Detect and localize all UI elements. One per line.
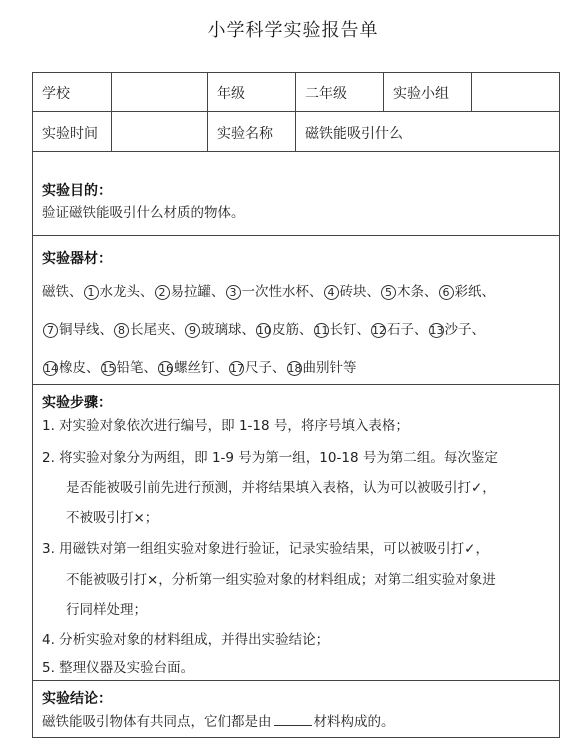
material-item: 7 铜导线、 xyxy=(42,322,113,338)
step-line: 3. 用磁铁对第一组组实验对象进行验证，记录实验结果，可以被吸引打✓， xyxy=(42,541,489,557)
material-item: 17尺子、 xyxy=(230,360,286,376)
divider xyxy=(471,72,472,111)
material-item: 9 玻璃球、 xyxy=(184,322,255,338)
name-label: 实验名称 xyxy=(217,126,273,142)
divider xyxy=(32,384,560,385)
divider xyxy=(383,72,384,111)
material-item: 5 木条、 xyxy=(380,284,438,300)
step-line: 2. 将实验对象分为两组，即 1-9 号为第一组，10-18 号为第二组。每次鉴定 xyxy=(42,450,498,466)
material-item: 6 彩纸、 xyxy=(438,284,496,300)
time-label: 实验时间 xyxy=(42,126,98,142)
material-item: 8 长尾夹、 xyxy=(113,322,184,338)
school-label: 学校 xyxy=(42,86,70,102)
material-item: 4 砖块、 xyxy=(323,284,381,300)
purpose-text: 验证磁铁能吸引什么材质的物体。 xyxy=(42,205,245,221)
materials-line xyxy=(42,280,495,300)
material-item: 3 一次性水杯、 xyxy=(225,284,323,300)
material-item: 14橡皮、 xyxy=(44,360,100,376)
grade-field[interactable]: 二年级 xyxy=(305,86,347,102)
conclusion-text xyxy=(42,710,395,730)
materials-line xyxy=(42,318,485,338)
conclusion-after: 材料构成的。 xyxy=(313,714,395,730)
step-line: 5. 整理仪器及实验台面。 xyxy=(42,660,195,676)
divider xyxy=(295,72,296,151)
step-line: 1. 对实验对象依次进行编号，即 1-18 号，将序号填入表格； xyxy=(42,418,409,434)
purpose-title: 实验目的： xyxy=(42,183,112,199)
divider xyxy=(32,151,560,152)
step-line: 行同样处理； xyxy=(66,602,147,618)
divider xyxy=(32,680,560,681)
divider xyxy=(207,72,208,151)
materials-first: 磁铁、 xyxy=(42,284,83,300)
conclusion-before: 磁铁能吸引物体有共同点，它们都是由 xyxy=(42,714,272,730)
steps-title: 实验步骤： xyxy=(42,395,112,411)
divider xyxy=(32,235,560,236)
step-line: 不能被吸引打×，分析第一组实验对象的材料组成；对第二组实验对象进 xyxy=(66,572,496,588)
material-item: 2 易拉罐、 xyxy=(154,284,225,300)
material-item: 18曲别针等 xyxy=(287,360,357,376)
page-title: 小学科学实验报告单 xyxy=(207,20,379,41)
step-line: 是否能被吸引前先进行预测，并将结果填入表格，认为可以被吸引打✓， xyxy=(66,480,496,496)
material-item: 11长钉、 xyxy=(314,322,370,338)
answer-blank[interactable] xyxy=(274,713,312,726)
group-label: 实验小组 xyxy=(393,86,449,102)
material-item: 16螺丝钉、 xyxy=(159,360,228,376)
material-item: 15铅笔、 xyxy=(101,360,157,376)
step-line: 4. 分析实验对象的材料组成，并得出实验结论； xyxy=(42,632,330,648)
step-line: 不被吸引打×； xyxy=(66,510,159,526)
material-item: 1 水龙头、 xyxy=(83,284,154,300)
conclusion-title: 实验结论： xyxy=(42,691,112,707)
materials-line xyxy=(42,356,357,376)
divider xyxy=(111,72,112,151)
materials-title: 实验器材： xyxy=(42,251,112,267)
material-item: 13沙子、 xyxy=(429,322,485,338)
material-item: 12石子、 xyxy=(372,322,428,338)
name-field[interactable]: 磁铁能吸引什么 xyxy=(305,126,403,142)
grade-label: 年级 xyxy=(217,86,245,102)
material-item: 10皮筋、 xyxy=(257,322,313,338)
